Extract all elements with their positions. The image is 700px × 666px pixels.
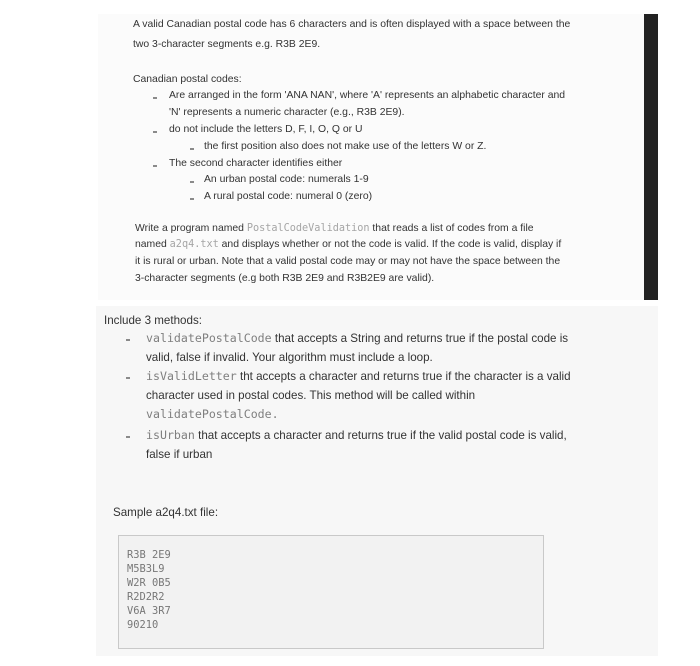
method-3-line-2: false if urban: [146, 448, 213, 461]
bullet-marker: [190, 148, 194, 150]
method-1-code: validatePostalCode: [146, 331, 272, 345]
program-name-code: PostalCodeValidation: [246, 223, 370, 234]
task-line-3: it is rural or urban. Note that a valid postal code may or may not have the space between the: [135, 256, 561, 267]
bullet-marker: [126, 436, 130, 438]
method-2-code: isValidLetter: [146, 369, 237, 383]
method-1-line-2: valid, false if invalid. Your algorithm must include a loop.: [146, 351, 433, 364]
rule-2-sub: the first position also does not make use of the letters W or Z.: [204, 141, 487, 152]
bullet-marker: [153, 97, 157, 99]
method-3-code: isUrban: [146, 428, 195, 442]
bullet-marker: [190, 181, 194, 183]
sample-line: R2D2R2: [127, 591, 165, 603]
rule-1-line-1: Are arranged in the form 'ANA NAN', where 'A' represents an alphabetic character and: [169, 90, 566, 101]
rule-1-line-2: 'N' represents a numeric character (e.g., R3B 2E9).: [169, 107, 405, 118]
rule-3: The second character identifies either: [169, 158, 343, 169]
intro-line-1: A valid Canadian postal code has 6 characters and is often displayed with a space between the: [133, 19, 571, 30]
sample-line: V6A 3R7: [127, 605, 171, 617]
sample-line: W2R 0B5: [127, 577, 171, 589]
task-line-2: named a2q4.txt and displays whether or not the code is valid. If the code is valid, display if: [135, 239, 562, 250]
sample-line: R3B 2E9: [127, 549, 171, 561]
sample-label: Sample a2q4.txt file:: [113, 506, 219, 519]
sample-line: 90210: [127, 619, 159, 631]
rules-heading: Canadian postal codes:: [133, 74, 242, 85]
task-line-4: 3-character segments (e.g both R3B 2E9 and R3B2E9 are valid).: [135, 273, 435, 284]
sample-file-box: [118, 535, 544, 649]
sample-line: M5B3L9: [127, 563, 165, 575]
task-line-1: Write a program named PostalCodeValidation that reads a list of codes from a file: [135, 223, 534, 234]
method-2-line-3: validatePostalCode.: [146, 407, 279, 421]
method-1-line-1: validatePostalCode that accepts a String and returns true if the postal code is: [146, 331, 569, 345]
method-2-line-1: isValidLetter tht accepts a character and returns true if the character is a valid: [146, 369, 571, 383]
rule-2: do not include the letters D, F, I, O, Q or U: [169, 124, 363, 135]
bullet-marker: [190, 198, 194, 200]
bullet-marker: [126, 339, 130, 341]
rule-3-sub-1: An urban postal code: numerals 1-9: [204, 174, 369, 185]
dark-edge: [644, 14, 658, 300]
method-2-line-2: character used in postal codes. This method will be called within: [146, 389, 476, 402]
methods-heading: Include 3 methods:: [104, 314, 202, 327]
bullet-marker: [153, 165, 157, 167]
file-name-code: a2q4.txt: [169, 239, 219, 250]
rule-3-sub-2: A rural postal code: numeral 0 (zero): [204, 191, 373, 202]
intro-line-2: two 3-character segments e.g. R3B 2E9.: [133, 39, 321, 50]
bullet-marker: [153, 131, 157, 133]
bullet-marker: [126, 377, 130, 379]
method-3-line-1: isUrban that accepts a character and returns true if the valid postal code is valid,: [146, 428, 567, 442]
